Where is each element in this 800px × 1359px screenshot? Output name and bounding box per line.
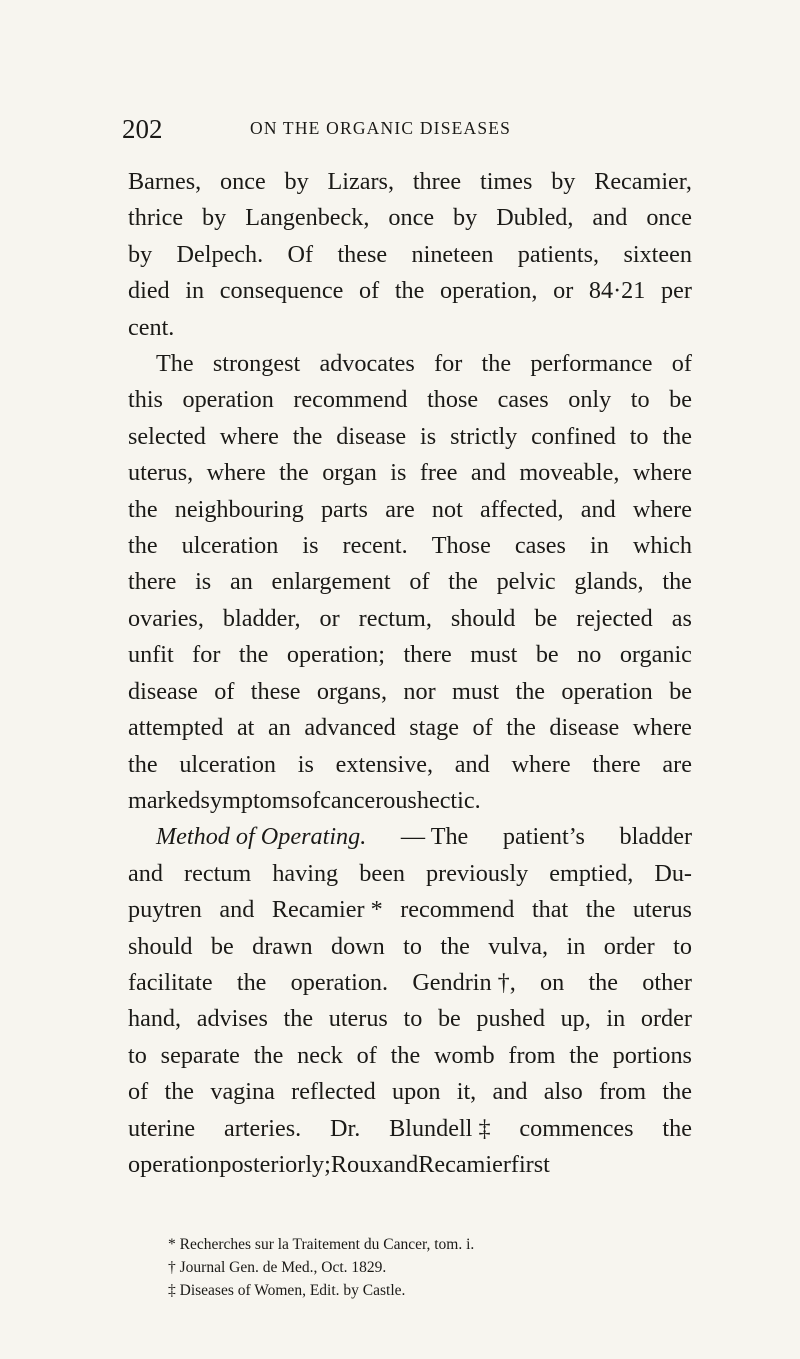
text-line	[128, 1111, 692, 1147]
word: thrice	[128, 204, 184, 232]
word: Method of Operating.	[156, 823, 367, 851]
text-line	[128, 1038, 692, 1074]
text-line	[128, 310, 692, 346]
word: the	[662, 1114, 692, 1142]
word: Du-	[654, 859, 692, 887]
text-line	[128, 929, 692, 965]
word: the	[253, 1041, 284, 1069]
word: neck	[297, 1041, 343, 1069]
word: that	[531, 896, 569, 924]
word: died	[128, 277, 170, 305]
word: the	[662, 568, 692, 596]
word: order	[603, 932, 655, 960]
word: strictly	[450, 422, 518, 450]
word: hectic.	[416, 786, 481, 814]
word: attempted	[128, 714, 224, 742]
word: hand,	[128, 1005, 182, 1033]
word: cancerous	[320, 786, 417, 814]
word: operation	[561, 677, 653, 705]
word: must	[452, 677, 500, 705]
footnote: * Recherches sur la Traitement du Cancer, tom. i.	[168, 1236, 475, 1253]
word: and	[454, 750, 490, 778]
word: be	[534, 604, 558, 632]
word: other	[642, 968, 692, 996]
word: previously	[426, 859, 529, 887]
word: uterus	[328, 1005, 388, 1033]
word: are	[662, 750, 692, 778]
word: where	[632, 495, 692, 523]
word: the	[283, 1005, 314, 1033]
word: which	[632, 532, 692, 560]
word: rectum,	[358, 604, 432, 632]
word: only	[568, 386, 612, 414]
word: Recamier	[418, 1150, 511, 1178]
word: Recamier *	[271, 896, 383, 924]
word: order	[640, 1005, 692, 1033]
footnote: † Journal Gen. de Med., Oct. 1829.	[168, 1259, 387, 1276]
word: cases	[514, 532, 566, 560]
word: Roux	[330, 1150, 384, 1178]
word: the	[128, 532, 158, 560]
word: by	[128, 240, 153, 268]
word: advanced	[304, 714, 396, 742]
word: marked	[128, 786, 201, 814]
word: these	[337, 240, 388, 268]
word: operation.	[290, 968, 389, 996]
word: operation,	[440, 277, 538, 305]
word: the	[128, 495, 158, 523]
word: womb	[434, 1041, 495, 1069]
word: must	[470, 641, 518, 669]
word: Of	[287, 240, 314, 268]
page-header	[122, 114, 734, 144]
word: parts	[320, 495, 368, 523]
word: on	[540, 968, 565, 996]
word: once	[646, 204, 692, 232]
word: from	[599, 1078, 647, 1106]
word: are	[385, 495, 415, 523]
running-title: ON THE ORGANIC DISEASES	[250, 118, 512, 138]
word: having	[272, 859, 339, 887]
word: of	[300, 786, 321, 814]
word: advises	[196, 1005, 268, 1033]
word: the	[448, 568, 478, 596]
word: of	[409, 568, 430, 596]
text-line	[128, 856, 692, 892]
word: in	[185, 277, 205, 305]
text-line	[128, 237, 692, 273]
word: and	[383, 1150, 419, 1178]
text-line	[128, 382, 692, 418]
word: 84·21	[588, 277, 646, 305]
word: for	[192, 641, 221, 669]
word: and	[592, 204, 628, 232]
word: the	[394, 277, 425, 305]
word: recent.	[342, 532, 408, 560]
word: rectum	[184, 859, 252, 887]
footnote: ‡ Diseases of Women, Edit. by Castle.	[168, 1282, 406, 1299]
word: there	[403, 641, 452, 669]
word: Dubled,	[496, 204, 574, 232]
word: the	[662, 1078, 692, 1106]
word: commences	[519, 1114, 634, 1142]
word: by	[284, 168, 309, 195]
text-line	[128, 892, 692, 928]
word: glands,	[574, 568, 644, 596]
word: or	[553, 277, 574, 305]
text-line	[128, 164, 692, 200]
word: affected,	[480, 495, 564, 523]
word: of	[128, 1078, 149, 1106]
word: this	[128, 386, 163, 414]
word: stage	[409, 714, 459, 742]
word: be	[669, 677, 692, 705]
word: been	[359, 859, 405, 887]
text-line	[128, 783, 692, 819]
word: ulceration	[179, 750, 277, 778]
word: is	[297, 750, 314, 778]
word: once	[388, 204, 435, 232]
word: posteriorly;	[219, 1150, 331, 1178]
word: per	[661, 277, 692, 305]
word: the	[128, 750, 158, 778]
word: be	[535, 641, 559, 669]
word: the	[292, 422, 323, 450]
word: also	[543, 1078, 583, 1106]
word: — The	[400, 823, 469, 851]
word: sixteen	[623, 240, 692, 268]
word: the	[440, 932, 470, 960]
word: to	[128, 1041, 147, 1069]
word: and	[470, 459, 506, 487]
word: The	[156, 350, 194, 378]
word: disease	[549, 714, 620, 742]
text-line	[128, 346, 692, 382]
word: recommend	[293, 386, 408, 414]
word: of	[214, 677, 235, 705]
text-line	[128, 564, 692, 600]
word: patient’s	[502, 823, 585, 851]
text-line	[128, 1074, 692, 1110]
word: is	[302, 532, 319, 560]
word: to	[673, 932, 692, 960]
word: operation	[128, 1150, 220, 1178]
word: separate	[160, 1041, 240, 1069]
word: organ	[322, 459, 377, 487]
word: no	[577, 641, 602, 669]
word: cent.	[128, 313, 175, 341]
word: be	[210, 932, 234, 960]
word: confined	[531, 422, 616, 450]
word: disease	[128, 677, 198, 705]
word: of	[671, 350, 692, 378]
word: ovaries,	[128, 604, 204, 632]
word: rejected	[576, 604, 653, 632]
word: in	[606, 1005, 626, 1033]
word: at	[236, 714, 255, 742]
word: by	[551, 168, 576, 195]
word: nineteen	[411, 240, 494, 268]
word: is	[390, 459, 407, 487]
text-line	[128, 455, 692, 491]
word: the	[588, 968, 619, 996]
word: Lizars,	[327, 168, 394, 195]
text-line	[128, 819, 692, 855]
word: is	[195, 568, 212, 596]
word: of	[356, 1041, 377, 1069]
word: by	[202, 204, 227, 232]
word: times	[479, 168, 533, 195]
text-line	[128, 528, 692, 564]
word: where	[206, 459, 266, 487]
word: uterus	[632, 896, 692, 924]
word: of	[359, 277, 380, 305]
word: recommend	[400, 896, 515, 924]
word: should	[128, 932, 193, 960]
word: the	[662, 422, 692, 450]
word: Blundell ‡	[389, 1114, 491, 1142]
word: reflected	[291, 1078, 376, 1106]
word: three	[412, 168, 462, 195]
page-number: 202	[122, 114, 163, 144]
word: enlargement	[271, 568, 391, 596]
text-line	[128, 419, 692, 455]
word: to	[403, 932, 422, 960]
word: puytren	[128, 896, 202, 924]
word: is	[420, 422, 437, 450]
text-line	[128, 492, 692, 528]
word: portions	[612, 1041, 692, 1069]
word: patients,	[517, 240, 600, 268]
word: the	[515, 677, 546, 705]
word: the	[238, 641, 269, 669]
word: and	[492, 1078, 528, 1106]
word: facilitate	[128, 968, 213, 996]
text-line	[128, 965, 692, 1001]
word: operation	[182, 386, 274, 414]
word: consequence	[219, 277, 344, 305]
word: or	[319, 604, 340, 632]
word: there	[592, 750, 641, 778]
word: disease	[336, 422, 407, 450]
word: be	[437, 1005, 461, 1033]
word: moveable,	[519, 459, 620, 487]
word: in	[566, 932, 586, 960]
word: these	[250, 677, 301, 705]
word: pushed	[476, 1005, 545, 1033]
word: not	[431, 495, 463, 523]
word: cases	[497, 386, 549, 414]
word: emptied,	[549, 859, 634, 887]
word: the	[585, 896, 616, 924]
word: arteries.	[223, 1114, 302, 1142]
word: Langenbeck,	[245, 204, 370, 232]
word: uterus,	[128, 459, 194, 487]
word: the	[481, 350, 512, 378]
word: advocates	[319, 350, 415, 378]
word: once	[220, 168, 266, 195]
word: performance	[530, 350, 653, 378]
text-line	[128, 747, 692, 783]
text-line	[128, 273, 692, 309]
word: to	[403, 1005, 423, 1033]
word: it,	[456, 1078, 477, 1106]
word: strongest	[212, 350, 301, 378]
word: the	[236, 968, 267, 996]
word: vagina	[210, 1078, 275, 1106]
word: pelvic	[496, 568, 556, 596]
word: first	[510, 1150, 550, 1178]
word: free	[419, 459, 458, 487]
body-text	[128, 164, 692, 1183]
word: Dr.	[330, 1114, 361, 1142]
word: Those	[431, 532, 491, 560]
text-line	[128, 637, 692, 673]
word: an	[229, 568, 253, 596]
word: bladder,	[222, 604, 301, 632]
word: and	[580, 495, 616, 523]
word: Delpech.	[176, 240, 264, 268]
word: uterine	[128, 1114, 196, 1142]
word: Barnes,	[128, 168, 202, 195]
word: where	[219, 422, 279, 450]
word: operation;	[286, 641, 385, 669]
word: for	[434, 350, 463, 378]
word: an	[267, 714, 291, 742]
word: in	[589, 532, 609, 560]
word: there	[128, 568, 177, 596]
word: organic	[619, 641, 692, 669]
word: symptoms	[200, 786, 300, 814]
text-line	[128, 200, 692, 236]
word: nor	[403, 677, 436, 705]
word: upon	[392, 1078, 441, 1106]
word: Gendrin †,	[412, 968, 516, 996]
word: down	[330, 932, 385, 960]
text-line	[128, 1001, 692, 1037]
word: to	[629, 422, 649, 450]
word: where	[632, 714, 692, 742]
word: be	[669, 386, 692, 414]
text-line	[128, 710, 692, 746]
word: to	[630, 386, 650, 414]
text-line	[128, 674, 692, 710]
word: neighbouring	[174, 495, 304, 523]
word: extensive,	[335, 750, 434, 778]
word: and	[128, 859, 163, 887]
word: unfit	[128, 641, 174, 669]
word: those	[427, 386, 479, 414]
text-line	[128, 1147, 692, 1183]
word: should	[450, 604, 516, 632]
word: drawn	[252, 932, 313, 960]
word: where	[632, 459, 692, 487]
word: and	[219, 896, 255, 924]
word: bladder	[619, 823, 692, 851]
word: up,	[560, 1005, 591, 1033]
word: Recamier,	[594, 168, 692, 195]
word: the	[506, 714, 536, 742]
word: the	[279, 459, 309, 487]
word: the	[164, 1078, 195, 1106]
word: vulva,	[488, 932, 549, 960]
word: organs,	[316, 677, 387, 705]
word: by	[453, 204, 478, 232]
word: ulceration	[181, 532, 279, 560]
text-line	[128, 601, 692, 637]
word: the	[569, 1041, 599, 1069]
word: selected	[128, 422, 206, 450]
footnotes	[168, 1233, 688, 1302]
word: from	[508, 1041, 556, 1069]
word: the	[390, 1041, 421, 1069]
word: of	[472, 714, 493, 742]
word: as	[671, 604, 692, 632]
word: where	[511, 750, 571, 778]
